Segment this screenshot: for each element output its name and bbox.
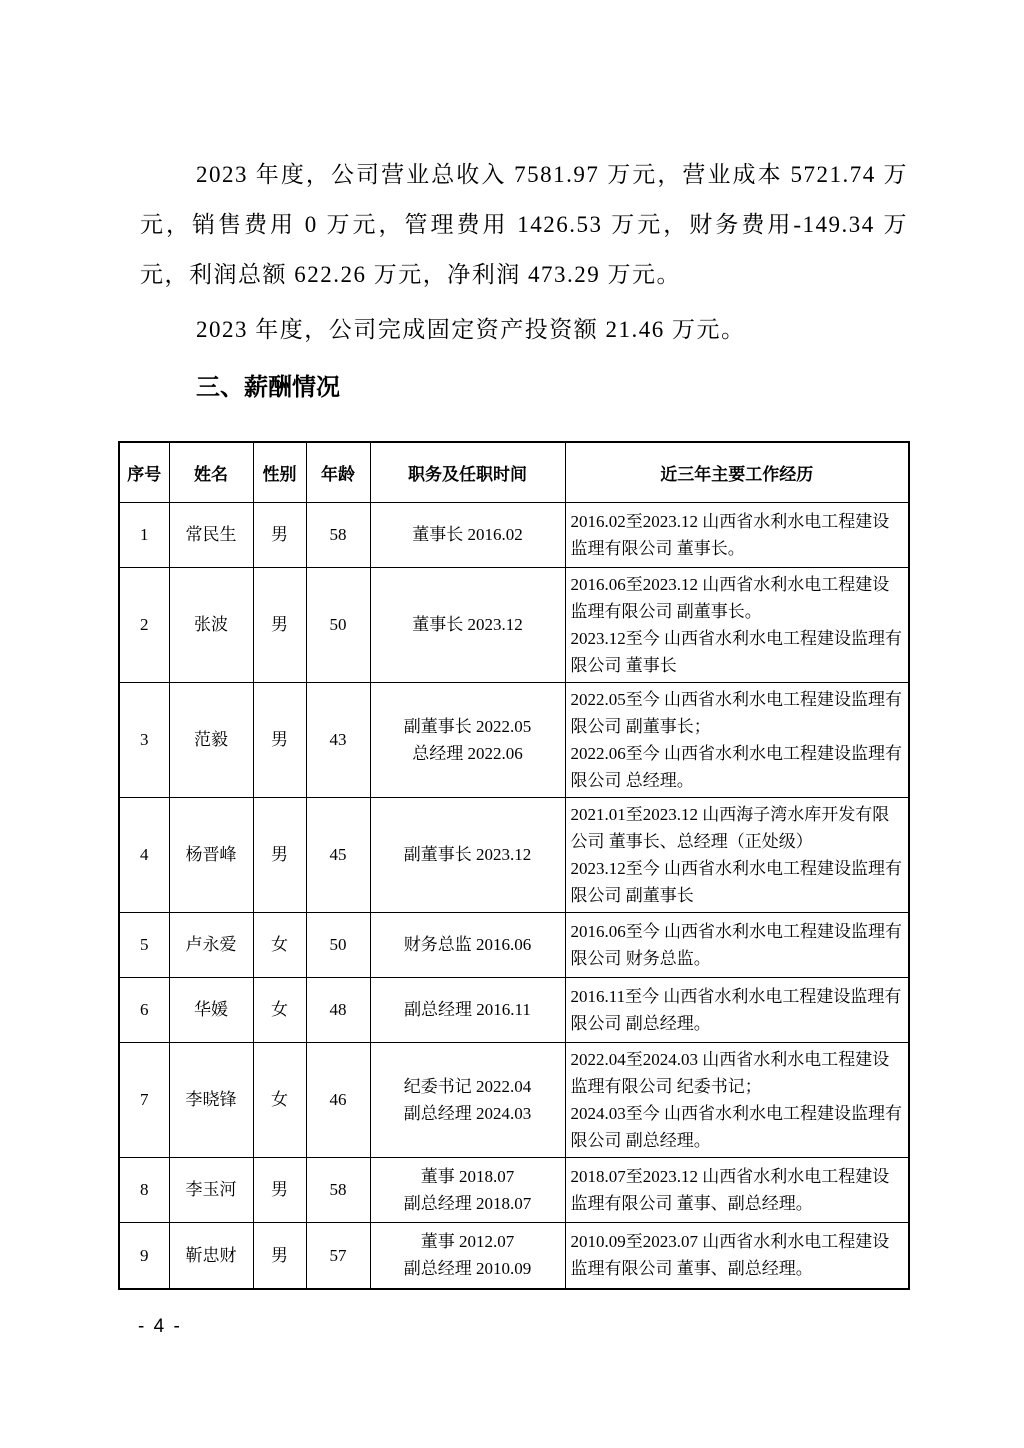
position-line: 副总经理 2018.07 — [403, 1193, 532, 1213]
experience-entry: 2010.09至2023.07 山西省水利水电工程建设监理有限公司 董事、副总经理。 — [570, 1232, 890, 1279]
column-header-1: 姓名 — [169, 442, 253, 502]
paragraph-financial-results: 2023 年度，公司营业总收入 7581.97 万元，营业成本 5721.74 万元，销售费用 0 万元，管理费用 1426.53 万元，财务费用-149.34 万元，利润总额 622.26 万元，净利润 473.29 万元。 — [140, 162, 908, 287]
age-cell: 58 — [306, 1157, 370, 1222]
experience-cell — [565, 502, 909, 567]
name-cell: 华媛 — [169, 977, 253, 1042]
table-header-row — [119, 442, 909, 502]
row-number-cell: 2 — [119, 567, 169, 682]
name-cell: 靳忠财 — [169, 1222, 253, 1289]
gender-cell: 男 — [253, 567, 306, 682]
row-number-cell: 6 — [119, 977, 169, 1042]
row-number-cell: 4 — [119, 797, 169, 912]
experience-entry: 2022.06至今 山西省水利水电工程建设监理有限公司 总经理。 — [570, 743, 902, 790]
name-cell: 张波 — [169, 567, 253, 682]
row-number-cell: 9 — [119, 1222, 169, 1289]
table-row — [119, 1157, 909, 1222]
name-cell: 范毅 — [169, 682, 253, 797]
age-cell: 50 — [306, 912, 370, 977]
position-line: 董事长 2023.12 — [412, 615, 523, 634]
gender-cell: 女 — [253, 977, 306, 1042]
age-cell: 45 — [306, 797, 370, 912]
position-tenure-cell — [370, 977, 565, 1042]
column-header-5: 近三年主要工作经历 — [565, 442, 909, 502]
column-header-0: 序号 — [119, 442, 169, 502]
position-tenure-cell — [370, 912, 565, 977]
experience-cell — [565, 567, 909, 682]
gender-cell: 男 — [253, 682, 306, 797]
row-number-cell: 7 — [119, 1042, 169, 1157]
gender-cell: 男 — [253, 502, 306, 567]
row-number-cell: 8 — [119, 1157, 169, 1222]
age-cell: 48 — [306, 977, 370, 1042]
age-cell: 50 — [306, 567, 370, 682]
experience-cell — [565, 1042, 909, 1157]
table-row — [119, 1042, 909, 1157]
table-row — [119, 912, 909, 977]
experience-entry: 2023.12至今 山西省水利水电工程建设监理有限公司 董事长 — [570, 628, 902, 675]
experience-cell — [565, 1157, 909, 1222]
position-line: 副总经理 2024.03 — [403, 1103, 532, 1123]
table-row — [119, 502, 909, 567]
experience-cell — [565, 682, 909, 797]
salary-table — [118, 441, 910, 1290]
name-cell: 常民生 — [169, 502, 253, 567]
age-cell: 46 — [306, 1042, 370, 1157]
column-header-3: 年龄 — [306, 442, 370, 502]
row-number-cell: 1 — [119, 502, 169, 567]
position-tenure-cell — [370, 567, 565, 682]
position-line: 副总经理 2016.11 — [404, 1000, 531, 1019]
position-tenure-cell — [370, 1157, 565, 1222]
name-cell: 李玉河 — [169, 1157, 253, 1222]
table-row — [119, 682, 909, 797]
experience-entry: 2016.11至今 山西省水利水电工程建设监理有限公司 副总经理。 — [570, 986, 902, 1033]
row-number-cell: 5 — [119, 912, 169, 977]
gender-cell: 女 — [253, 1042, 306, 1157]
page-number: - 4 - — [138, 1316, 182, 1337]
position-line: 副董事长 2022.05 — [403, 716, 532, 736]
name-cell: 卢永爱 — [169, 912, 253, 977]
experience-entry: 2023.12至今 山西省水利水电工程建设监理有限公司 副董事长 — [570, 858, 902, 905]
experience-entry: 2022.04至2024.03 山西省水利水电工程建设监理有限公司 纪委书记； — [570, 1049, 890, 1096]
position-tenure-cell — [370, 797, 565, 912]
gender-cell: 男 — [253, 1222, 306, 1289]
age-cell: 57 — [306, 1222, 370, 1289]
position-line: 董事 2012.07 — [420, 1232, 515, 1252]
gender-cell: 男 — [253, 797, 306, 912]
position-line: 副董事长 2023.12 — [403, 845, 532, 864]
experience-entry: 2018.07至2023.12 山西省水利水电工程建设监理有限公司 董事、副总经理。 — [570, 1166, 890, 1213]
column-header-2: 性别 — [253, 442, 306, 502]
position-line: 董事长 2016.02 — [412, 525, 523, 544]
position-line: 董事 2018.07 — [420, 1166, 515, 1186]
table-row — [119, 797, 909, 912]
table-row — [119, 567, 909, 682]
position-line: 纪委书记 2022.04 — [403, 1076, 532, 1096]
paragraph-fixed-asset-investment: 2023 年度，公司完成固定资产投资额 21.46 万元。 — [196, 317, 746, 342]
section-heading-salary: 三、薪酬情况 — [196, 374, 340, 401]
gender-cell: 女 — [253, 912, 306, 977]
experience-cell — [565, 977, 909, 1042]
experience-cell — [565, 797, 909, 912]
column-header-4: 职务及任职时间 — [370, 442, 565, 502]
row-number-cell: 3 — [119, 682, 169, 797]
age-cell: 58 — [306, 502, 370, 567]
age-cell: 43 — [306, 682, 370, 797]
experience-entry: 2016.02至2023.12 山西省水利水电工程建设监理有限公司 董事长。 — [570, 511, 890, 558]
position-line: 总经理 2022.06 — [412, 743, 523, 763]
name-cell: 杨晋峰 — [169, 797, 253, 912]
name-cell: 李晓锋 — [169, 1042, 253, 1157]
experience-entry: 2021.01至2023.12 山西海子湾水库开发有限公司 董事长、总经理（正处级） — [570, 804, 890, 851]
experience-cell — [565, 1222, 909, 1289]
table-row — [119, 1222, 909, 1289]
table-row — [119, 977, 909, 1042]
experience-cell — [565, 912, 909, 977]
experience-entry: 2016.06至2023.12 山西省水利水电工程建设监理有限公司 副董事长。 — [570, 574, 890, 621]
experience-entry: 2022.05至今 山西省水利水电工程建设监理有限公司 副董事长； — [570, 689, 902, 736]
experience-entry: 2016.06至今 山西省水利水电工程建设监理有限公司 财务总监。 — [570, 921, 902, 968]
position-line: 副总经理 2010.09 — [403, 1259, 532, 1279]
position-tenure-cell — [370, 1222, 565, 1289]
position-tenure-cell — [370, 1042, 565, 1157]
position-tenure-cell — [370, 682, 565, 797]
position-tenure-cell — [370, 502, 565, 567]
position-line: 财务总监 2016.06 — [403, 935, 532, 954]
experience-entry: 2024.03至今 山西省水利水电工程建设监理有限公司 副总经理。 — [570, 1103, 902, 1150]
gender-cell: 男 — [253, 1157, 306, 1222]
